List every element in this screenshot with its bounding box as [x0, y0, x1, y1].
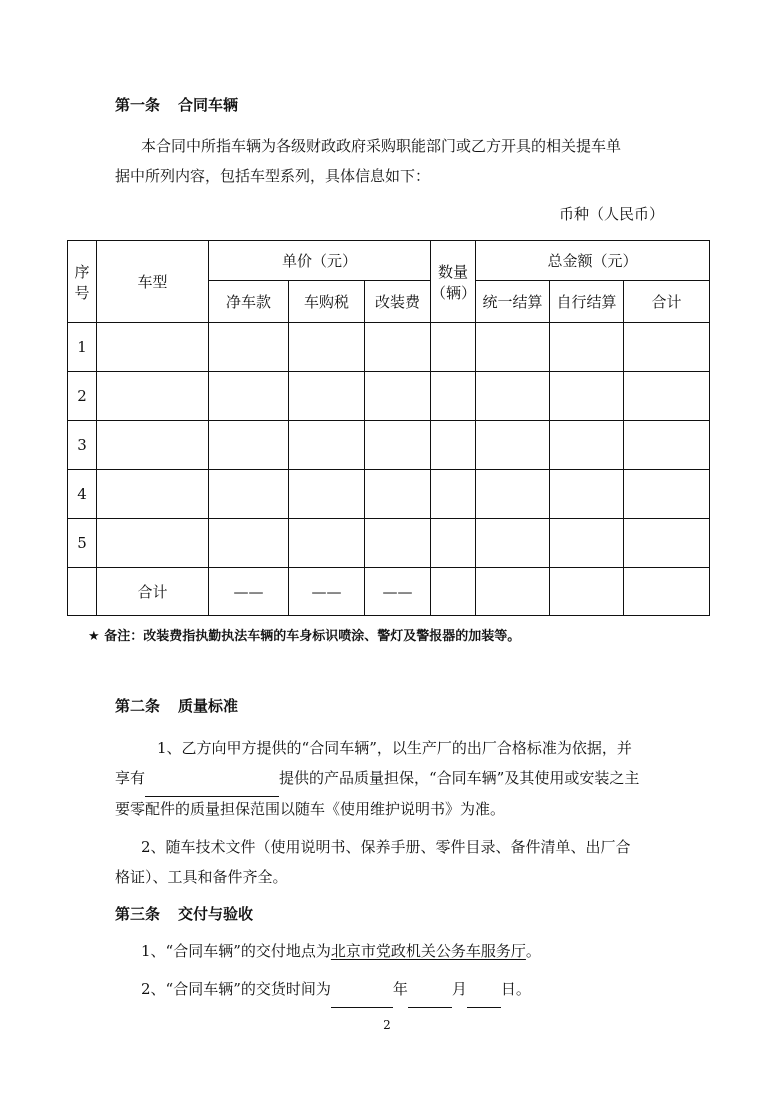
delivery-place: 北京市党政机关公务车服务厅 — [330, 942, 526, 960]
row-number: 5 — [68, 519, 97, 568]
article-2-p2-line-2: 格证）、工具和备件齐全。 — [115, 868, 288, 886]
article-2-number: 第二条 — [115, 697, 161, 715]
article-1-number: 第一条 — [115, 96, 161, 114]
header-self-settlement: 自行结算 — [550, 281, 624, 323]
header-purchase-tax: 车购税 — [289, 281, 365, 323]
article-1-title: 合同车辆 — [178, 96, 239, 114]
note-text: 备注：改装费指执勤执法车辆的车身标识喷涂、警灯及警报器的加装等。 — [104, 629, 521, 644]
header-sum: 合计 — [624, 281, 710, 323]
year-blank — [331, 991, 393, 1009]
article-2-heading — [115, 695, 238, 716]
article-1-heading — [115, 94, 238, 115]
table-header-row-1 — [68, 241, 710, 281]
header-total-amount: 总金额（元） — [476, 241, 710, 281]
vehicle-table — [67, 240, 710, 616]
total-label: 合计 — [97, 568, 209, 616]
table-total-row — [68, 568, 710, 616]
article-2-p1-line-3: 要零配件的质量担保范围以随车《使用维护说明书》为准。 — [115, 800, 506, 818]
table-row — [68, 519, 710, 568]
row-number: 4 — [68, 470, 97, 519]
month-blank — [408, 991, 452, 1009]
table-row — [68, 421, 710, 470]
article-3-title: 交付与验收 — [178, 905, 254, 923]
page-number: 2 — [383, 1018, 391, 1032]
total-dash-mod: —— — [365, 568, 431, 616]
day-blank — [467, 991, 501, 1009]
header-no: 序 号 — [68, 241, 97, 323]
star-icon: ★ — [88, 629, 100, 644]
currency-label: 币种（人民币） — [558, 205, 664, 223]
table-row — [68, 372, 710, 421]
article-1-para-line-1: 本合同中所指车辆为各级财政政府采购职能部门或乙方开具的相关提车单 — [141, 137, 622, 155]
article-3-p1: 1、“合同车辆”的交付地点为北京市党政机关公务车服务厅。 — [141, 942, 541, 960]
article-2-p1-line-1: 1、乙方向甲方提供的“合同车辆”，以生产厂的出厂合格标准为依据，并 — [157, 739, 632, 757]
header-unit-price: 单价（元） — [209, 241, 431, 281]
row-number: 2 — [68, 372, 97, 421]
table-row — [68, 323, 710, 372]
header-net-price: 净车款 — [209, 281, 289, 323]
row-number: 3 — [68, 421, 97, 470]
article-1-para-line-2: 据中所列内容，包括车型系列，具体信息如下： — [115, 167, 431, 185]
article-2-p2-line-1: 2、随车技术文件（使用说明书、保养手册、零件目录、备件清单、出厂合 — [141, 838, 631, 856]
header-quantity: 数量 （辆） — [431, 241, 476, 323]
article-3-heading — [115, 903, 253, 924]
total-dash-tax: —— — [289, 568, 365, 616]
header-model: 车型 — [97, 241, 209, 323]
article-3-number: 第三条 — [115, 905, 161, 923]
article-3-p2: 2、“合同车辆”的交货时间为 年 月 日。 — [141, 971, 531, 1008]
article-2-p1-line-2: 享有 提供的产品质量担保，“合同车辆”及其使用或安装之主 — [115, 760, 639, 797]
table-row — [68, 470, 710, 519]
row-number: 1 — [68, 323, 97, 372]
header-unified-settlement: 统一结算 — [476, 281, 550, 323]
header-modification-fee: 改装费 — [365, 281, 431, 323]
total-dash-net: —— — [209, 568, 289, 616]
table-note — [88, 625, 520, 644]
article-2-title: 质量标准 — [178, 697, 239, 715]
